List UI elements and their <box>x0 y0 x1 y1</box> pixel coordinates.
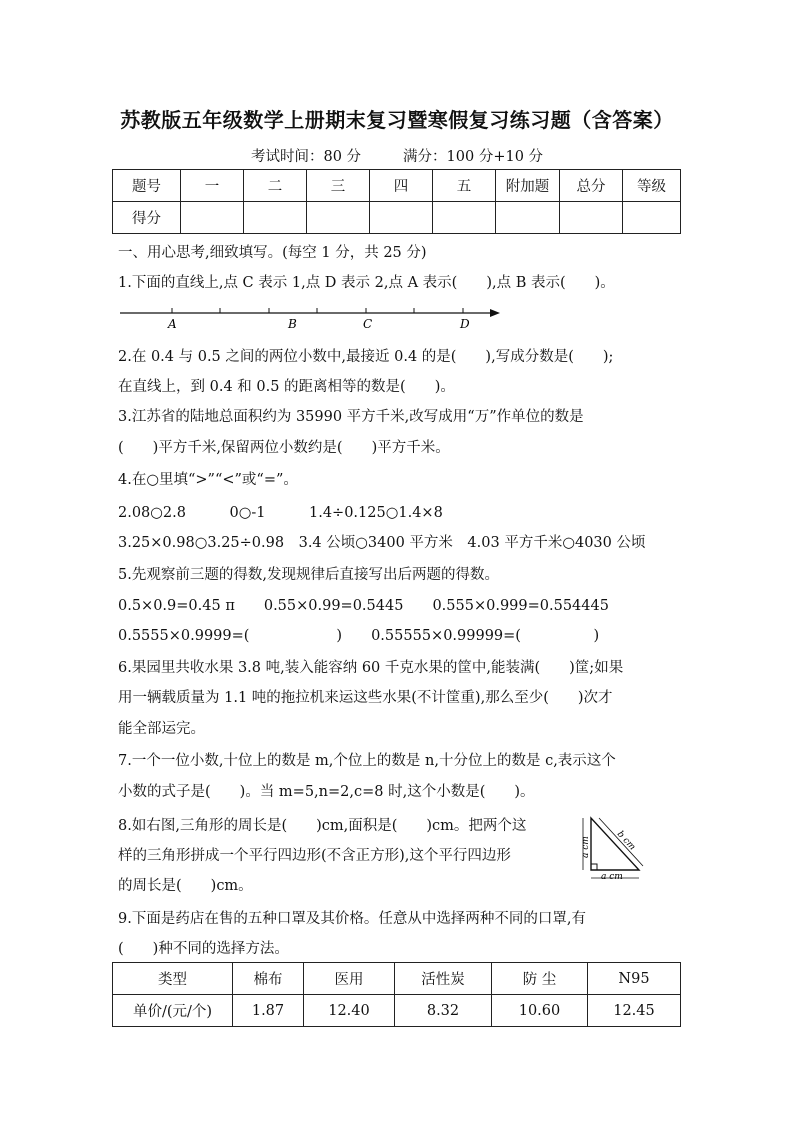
score-cell[interactable] <box>244 202 307 234</box>
mask-type-cell: 活性炭 <box>395 963 492 995</box>
side-a-left-label: a cm <box>581 836 591 858</box>
price-cell: 8.32 <box>395 995 492 1027</box>
question-8-line-3: 的周长是( )cm。 <box>118 878 253 894</box>
score-header-cell: 五 <box>433 170 496 202</box>
point-a-label: A <box>168 317 177 331</box>
score-header-cell: 三 <box>307 170 370 202</box>
question-2-line-1: 2.在 0.4 与 0.5 之间的两位小数中,最接近 0.4 的是( ),写成分数是( ); <box>118 349 614 365</box>
number-line-arrow <box>490 309 500 317</box>
question-7-line-1: 7.一个一位小数,十位上的数是 m,个位上的数是 n,十分位上的数是 c,表示这个 <box>118 753 616 769</box>
score-header-cell: 附加题 <box>496 170 560 202</box>
price-table-header-row <box>113 963 681 995</box>
question-3-line-1: 3.江苏省的陆地总面积约为 35990 平方千米,改写成用“万”作单位的数是 <box>118 409 584 425</box>
mask-type-cell: N95 <box>588 963 681 995</box>
point-c-label: C <box>363 317 373 331</box>
price-cell: 1.87 <box>233 995 304 1027</box>
price-row-label: 单价/(元/个) <box>113 995 233 1027</box>
question-5-line-2: 0.5×0.9=0.45 π 0.55×0.99=0.5445 0.555×0.999=0.554445 <box>118 598 609 614</box>
question-5-line-1: 5.先观察前三题的得数,发现规律后直接写出后两题的得数。 <box>118 567 499 583</box>
question-5-line-3: 0.5555×0.9999=( ) 0.55555×0.99999=( ) <box>118 628 600 644</box>
score-cell[interactable] <box>181 202 244 234</box>
mask-price-table <box>112 962 681 1027</box>
score-cell[interactable] <box>433 202 496 234</box>
full-score: 满分：100 分+10 分 <box>403 149 544 165</box>
price-cell: 12.40 <box>304 995 395 1027</box>
exam-info <box>0 145 794 166</box>
exam-time: 考试时间：80 分 <box>250 149 362 165</box>
question-4-line-2: 2.08○2.8 0○-1 1.4÷0.125○1.4×8 <box>118 505 443 521</box>
score-cell[interactable] <box>623 202 681 234</box>
score-cell[interactable] <box>560 202 623 234</box>
score-header-cell: 题号 <box>113 170 181 202</box>
point-d-label: D <box>460 317 470 331</box>
section-heading: 一、用心思考,细致填写。(每空 1 分，共 25 分) <box>118 245 427 261</box>
price-cell: 10.60 <box>492 995 588 1027</box>
point-b-label: B <box>288 317 297 331</box>
price-table-price-row <box>113 995 681 1027</box>
score-cell[interactable] <box>307 202 370 234</box>
score-header-cell: 总分 <box>560 170 623 202</box>
score-cell[interactable] <box>496 202 560 234</box>
question-2-line-2: 在直线上，到 0.4 和 0.5 的距离相等的数是( )。 <box>118 379 455 395</box>
score-cell[interactable] <box>370 202 433 234</box>
score-header-cell: 二 <box>244 170 307 202</box>
mask-type-cell: 防 尘 <box>492 963 588 995</box>
question-1: 1.下面的直线上,点 C 表示 1,点 D 表示 2,点 A 表示( ),点 B 表示( )。 <box>118 275 615 291</box>
score-header-cell: 一 <box>181 170 244 202</box>
question-6-line-3: 能全部运完。 <box>118 721 205 737</box>
score-table <box>112 169 681 234</box>
right-triangle-figure <box>577 812 645 882</box>
score-table-header-row <box>113 170 681 202</box>
question-4-line-3: 3.25×0.98○3.25÷0.98 3.4 公顷○3400 平方米 4.03 平方千米○4030 公顷 <box>118 535 646 551</box>
page-title: 苏教版五年级数学上册期末复习暨寒假复习练习题（含答案） <box>120 108 674 132</box>
question-6-line-1: 6.果园里共收水果 3.8 吨,装入能容纳 60 千克水果的筐中,能装满( )筐;如果 <box>118 660 624 676</box>
question-6-line-2: 用一辆载质量为 1.1 吨的拖拉机来运这些水果(不计筐重),那么至少( )次才 <box>118 690 613 706</box>
question-8-line-1: 8.如右图,三角形的周长是( )cm,面积是( )cm。把两个这 <box>118 818 527 834</box>
side-b-label: b cm <box>614 829 638 853</box>
score-header-cell: 四 <box>370 170 433 202</box>
score-row-label: 得分 <box>113 202 181 234</box>
question-9-line-2: ( )种不同的选择方法。 <box>118 941 289 957</box>
question-9-line-1: 9.下面是药店在售的五种口罩及其价格。任意从中选择两种不同的口罩,有 <box>118 911 586 927</box>
right-angle-mark <box>591 864 597 870</box>
question-7-line-2: 小数的式子是( )。当 m=5,n=2,c=8 时,这个小数是( )。 <box>118 784 535 800</box>
score-table-score-row <box>113 202 681 234</box>
question-4-line-1: 4.在○里填“>”“<”或“=”。 <box>118 472 298 488</box>
mask-type-cell: 医用 <box>304 963 395 995</box>
price-cell: 12.45 <box>588 995 681 1027</box>
question-3-line-2: ( )平方千米,保留两位小数约是( )平方千米。 <box>118 440 450 456</box>
score-header-cell: 等级 <box>623 170 681 202</box>
price-header-label: 类型 <box>113 963 233 995</box>
question-8-line-2: 样的三角形拼成一个平行四边形(不含正方形),这个平行四边形 <box>118 848 511 864</box>
mask-type-cell: 棉布 <box>233 963 304 995</box>
side-a-bottom-label: a cm <box>601 872 623 882</box>
number-line <box>118 300 508 332</box>
